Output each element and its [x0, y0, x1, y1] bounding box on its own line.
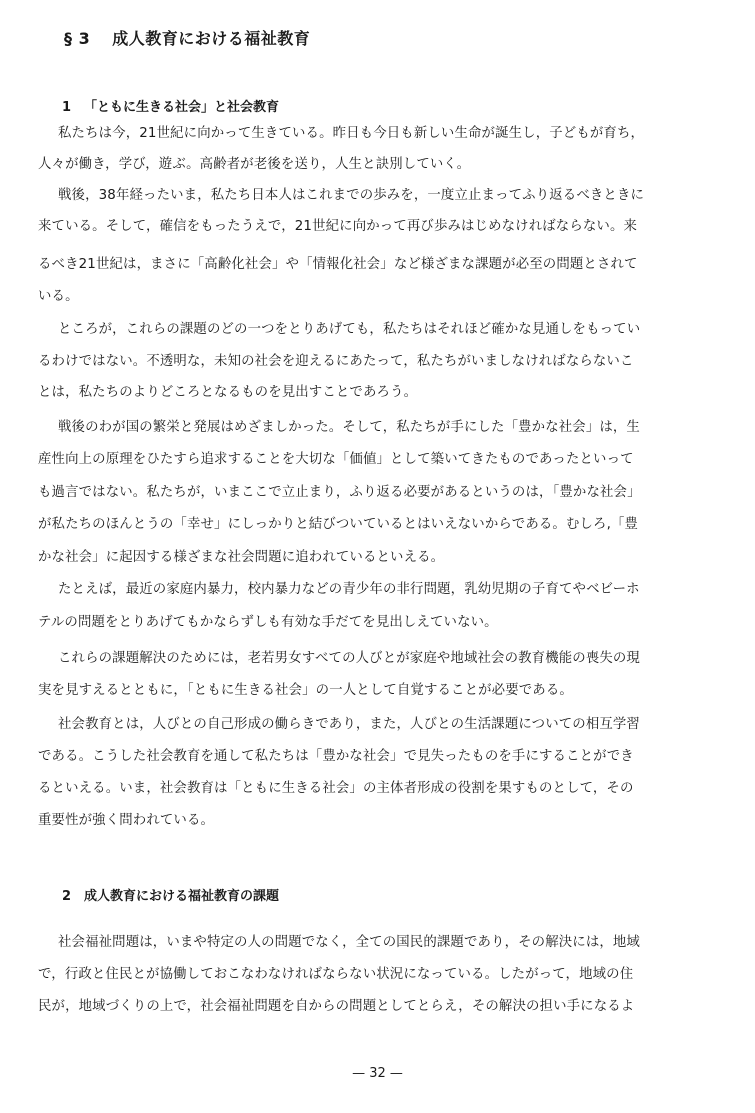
paragraph-line: かな社会」に起因する様ざまな社会問題に追われているといえる。: [38, 550, 445, 565]
page-number: — 32 —: [352, 1066, 403, 1081]
paragraph-line: が私たちのほんとうの「幸せ」にしっかりと結びついているとはいえないからである。むしろ,「豊: [38, 517, 639, 532]
paragraph-line: るわけではない。不透明な，未知の社会を迎えるにあたって，私たちがいましなければならないこ: [38, 354, 634, 369]
section-1-number: 1: [62, 100, 72, 115]
paragraph-line: とは，私たちのよりどころとなるものを見出すことであろう。: [38, 385, 418, 400]
paragraph-line: テルの問題をとりあげてもかならずしも有効な手だてを見出しえていない。: [38, 615, 498, 630]
paragraph-line: るといえる。いま，社会教育は「ともに生きる社会」の主体者形成の役割を果すものとして，その: [38, 781, 634, 796]
paragraph-line: 社会福祉問題は，いまや特定の人の問題でなく，全ての国民的課題であり，その解決には，地域: [58, 935, 640, 950]
section-2-heading: [62, 885, 279, 904]
section-2-title: 成人教育における福祉教育の課題: [84, 889, 280, 904]
paragraph-line: 来ている。そして，確信をもったうえで，21世紀に向かって再び歩みはじめなければならない。来: [38, 219, 638, 234]
paragraph-line: である。こうした社会教育を通して私たちは「豊かな社会」で見失ったものを手にすることができ: [38, 749, 634, 764]
paragraph-line: で，行政と住民とが協働しておこなわなければならない状況になっている。したがって，地域の住: [38, 967, 634, 982]
chapter-title-text: 成人教育における福祉教育: [112, 29, 311, 48]
paragraph-line: 人々が働き，学び，遊ぶ。高齢者が老後を送り，人生と訣別していく。: [38, 157, 471, 172]
paragraph-line: たとえば，最近の家庭内暴力，校内暴力などの青少年の非行問題，乳幼児期の子育てやベビーホ: [58, 582, 640, 597]
section-1-title: 「ともに生きる社会」と社会教育: [84, 100, 280, 115]
chapter-title: [64, 26, 310, 49]
paragraph-line: 戦後，38年経ったいま，私たち日本人はこれまでの歩みを，一度立止まってふり返るべきときに: [58, 188, 645, 203]
paragraph-line: いる。: [38, 289, 79, 304]
chapter-symbol: § 3: [64, 29, 91, 48]
paragraph-line: ところが，これらの課題のどの一つをとりあげても，私たちはそれほど確かな見通しをもってい: [58, 322, 641, 337]
paragraph-line: 実を見すえるとともに，「ともに生きる社会」の一人として自覚することが必要である。: [38, 683, 573, 698]
section-1-heading: [62, 96, 279, 115]
paragraph-line: 民が，地域づくりの上で，社会福祉問題を自からの問題としてとらえ，その解決の担い手になるよ: [38, 999, 635, 1014]
section-2-number: 2: [62, 889, 72, 904]
paragraph-line: るべき21世紀は，まさに「高齢化社会」や「情報化社会」など様ざまな課題が必至の問題とされて: [38, 257, 638, 272]
paragraph-line: 重要性が強く問われている。: [38, 813, 215, 828]
paragraph-line: 産性向上の原理をひたすら追求することを大切な「価値」として築いてきたものであったといって: [38, 452, 634, 467]
paragraph-line: 社会教育とは，人びとの自己形成の働らきであり，また，人びとの生活課題についての相互学習: [58, 717, 640, 732]
paragraph-line: 私たちは今，21世紀に向かって生きている。昨日も今日も新しい生命が誕生し，子どもが育ち，: [58, 126, 645, 141]
paragraph-line: 戦後のわが国の繁栄と発展はめざましかった。そして，私たちが手にした「豊かな社会」は，生: [58, 420, 640, 435]
paragraph-line: も過言ではない。私たちが，いまここで立止まり，ふり返る必要があるというのは，「豊かな社会」: [38, 485, 641, 500]
paragraph-line: これらの課題解決のためには，老若男女すべての人びとが家庭や地域社会の教育機能の喪失の現: [58, 651, 640, 666]
